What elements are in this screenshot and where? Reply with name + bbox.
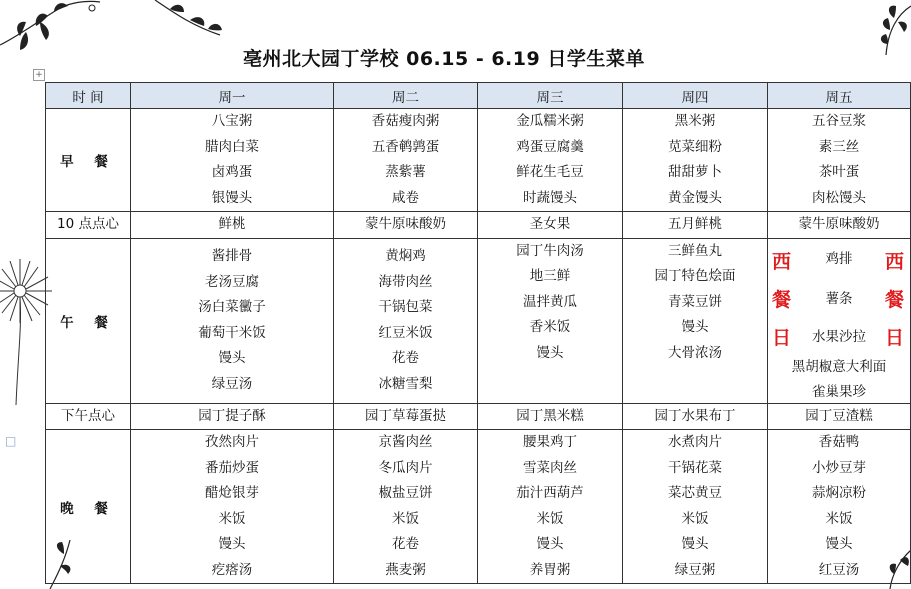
dish: 地三鲜 xyxy=(529,268,571,284)
lunch-tuesday xyxy=(334,238,478,403)
dish: 蒜焖凉粉 xyxy=(812,485,866,501)
snack10-row xyxy=(46,212,911,239)
dish: 米饭 xyxy=(392,510,419,527)
dinner-monday xyxy=(131,430,334,584)
snack10-monday: 鲜桃 xyxy=(131,212,334,239)
breakfast-monday xyxy=(131,109,334,212)
snackpm-thursday: 园丁水果布丁 xyxy=(623,403,768,430)
dish: 银馒头 xyxy=(211,189,253,206)
dish: 园丁牛肉汤 xyxy=(516,242,584,259)
breakfast-thursday xyxy=(623,109,768,212)
dish: 花卷 xyxy=(392,536,419,552)
dish: 番茄炒蛋 xyxy=(205,459,259,476)
lunch-monday xyxy=(131,238,334,403)
dish: 葡萄干米饭 xyxy=(198,324,266,341)
dish: 甜甜萝卜 xyxy=(668,164,722,180)
western-char: 餐 xyxy=(772,288,792,311)
dish: 老汤豆腐 xyxy=(205,273,259,290)
snackpm-row xyxy=(46,403,911,430)
header-friday: 周五 xyxy=(768,83,911,109)
dish: 干锅花菜 xyxy=(668,459,722,476)
vine-decoration-top-center xyxy=(150,0,240,50)
dish: 蒸紫薯 xyxy=(385,164,426,180)
western-day-panel xyxy=(768,239,910,403)
header-wednesday: 周三 xyxy=(478,83,623,109)
page-title: 亳州北大园丁学校 06.15 - 6.19 日学生菜单 xyxy=(243,48,645,70)
dish: 鲜花生毛豆 xyxy=(516,164,584,180)
header-time: 时 间 xyxy=(46,83,131,109)
dish: 黑胡椒意大利面 xyxy=(791,358,887,375)
dish: 干锅包菜 xyxy=(378,299,433,315)
dinner-thursday xyxy=(623,430,768,584)
snack10-tuesday: 蒙牛原味酸奶 xyxy=(334,212,478,239)
breakfast-label: 早 餐 xyxy=(46,109,131,212)
dish: 小炒豆芽 xyxy=(812,459,866,476)
dish: 卤鸡蛋 xyxy=(211,164,253,180)
dish: 肉松馒头 xyxy=(812,189,866,206)
dish: 香菇瘦肉粥 xyxy=(371,113,440,129)
dish: 米饭 xyxy=(536,510,564,527)
dish: 红豆米饭 xyxy=(378,324,433,341)
dish: 米饭 xyxy=(825,510,853,527)
dish: 醋炝银芽 xyxy=(205,485,259,501)
lunch-label: 午 餐 xyxy=(46,238,131,403)
vine-decoration-top-right xyxy=(858,0,911,62)
lunch-wednesday xyxy=(478,238,623,403)
dish: 咸卷 xyxy=(392,189,419,206)
western-char: 日 xyxy=(884,326,904,349)
snackpm-label: 下午点心 xyxy=(46,403,131,430)
snack10-friday: 蒙牛原味酸奶 xyxy=(768,212,911,239)
dish: 米饭 xyxy=(218,510,246,527)
dish: 汤白菜黴子 xyxy=(198,299,266,315)
header-tuesday: 周二 xyxy=(334,83,478,109)
dish: 鸡蛋豆腐羹 xyxy=(516,138,584,155)
dish: 燕麦粥 xyxy=(385,561,426,578)
breakfast-friday xyxy=(768,109,911,212)
snack10-thursday: 五月鲜桃 xyxy=(623,212,768,239)
dish: 五谷豆浆 xyxy=(812,113,866,129)
dish: 冬瓜肉片 xyxy=(378,459,433,476)
dish: 苋菜细粉 xyxy=(668,138,722,155)
dish: 园丁特色烩面 xyxy=(654,268,736,284)
dish: 香米饭 xyxy=(529,319,571,335)
dish: 腰果鸡丁 xyxy=(523,434,577,450)
dish: 冰糖雪梨 xyxy=(378,375,433,392)
dish: 素三丝 xyxy=(818,138,860,155)
dish: 五香鹌鹑蛋 xyxy=(371,138,440,155)
header-thursday: 周四 xyxy=(623,83,768,109)
dish: 绿豆汤 xyxy=(211,375,253,392)
western-char: 餐 xyxy=(884,288,904,311)
menu-table xyxy=(45,82,911,584)
snackpm-monday: 园丁提子酥 xyxy=(131,403,334,430)
dish: 绿豆粥 xyxy=(674,561,716,578)
dinner-tuesday xyxy=(334,430,478,584)
snack10-wednesday: 圣女果 xyxy=(478,212,623,239)
dish: 海带肉丝 xyxy=(378,273,433,290)
dish: 黄金馒头 xyxy=(668,189,722,206)
dish: 米饭 xyxy=(681,510,709,527)
western-char: 西 xyxy=(772,250,792,273)
dish: 疙瘩汤 xyxy=(211,561,253,578)
breakfast-wednesday xyxy=(478,109,623,212)
dish: 茄汁西葫芦 xyxy=(516,485,584,501)
snackpm-wednesday: 园丁黑米糕 xyxy=(478,403,623,430)
dish: 馒头 xyxy=(681,319,709,335)
dish: 馒头 xyxy=(218,536,246,552)
dish: 馒头 xyxy=(536,344,564,361)
vine-decoration-top-left xyxy=(0,0,110,60)
dish: 馒头 xyxy=(218,350,246,366)
dish: 薯条 xyxy=(825,290,853,307)
dish: 雪菜肉丝 xyxy=(523,459,577,476)
snackpm-tuesday: 园丁草莓蛋挞 xyxy=(334,403,478,430)
dish: 金瓜糯米粥 xyxy=(516,113,584,129)
dish: 黄焖鸡 xyxy=(385,248,426,264)
lunch-thursday xyxy=(623,238,768,403)
dinner-row xyxy=(46,430,911,584)
dish: 三鲜鱼丸 xyxy=(668,242,722,259)
dish: 鸡排 xyxy=(825,250,853,267)
breakfast-row xyxy=(46,109,911,212)
dish: 水果沙拉 xyxy=(812,328,866,345)
dish: 京酱肉丝 xyxy=(378,434,433,450)
dish: 馒头 xyxy=(681,536,709,552)
western-char: 西 xyxy=(884,250,904,273)
header-row xyxy=(46,83,911,109)
dish: 孜然肉片 xyxy=(205,434,259,450)
dish: 茶叶蛋 xyxy=(818,164,860,180)
dish: 馒头 xyxy=(536,536,564,552)
document-icon[interactable]: □ xyxy=(5,434,17,448)
dish: 酱排骨 xyxy=(211,248,253,264)
dish: 雀巢果珍 xyxy=(812,383,866,400)
western-char: 日 xyxy=(772,326,792,349)
dish: 水煮肉片 xyxy=(668,434,722,450)
dish: 红豆汤 xyxy=(818,561,860,578)
dish: 黑米粥 xyxy=(674,113,716,129)
dish: 腊肉白菜 xyxy=(205,138,259,155)
dish: 温拌黄瓜 xyxy=(523,293,577,310)
dish: 养胃粥 xyxy=(529,561,571,578)
dish: 香菇鸭 xyxy=(818,434,860,450)
dish: 八宝粥 xyxy=(211,113,253,129)
snackpm-friday: 园丁豆渣糕 xyxy=(768,403,911,430)
snack10-label: 10 点点心 xyxy=(46,212,131,239)
dish: 青菜豆饼 xyxy=(668,293,722,310)
dish: 大骨浓汤 xyxy=(668,344,722,361)
dinner-label: 晚 餐 xyxy=(46,430,131,584)
dish: 馒头 xyxy=(825,536,853,552)
table-move-handle-icon[interactable]: + xyxy=(33,69,45,81)
dinner-wednesday xyxy=(478,430,623,584)
dish: 时蔬馒头 xyxy=(523,189,577,206)
breakfast-tuesday xyxy=(334,109,478,212)
dinner-friday xyxy=(768,430,911,584)
lunch-friday xyxy=(768,238,911,403)
lunch-row xyxy=(46,238,911,403)
dish: 菜芯黄豆 xyxy=(668,485,722,501)
dish: 花卷 xyxy=(392,350,419,366)
dish: 椒盐豆饼 xyxy=(378,485,433,501)
header-monday: 周一 xyxy=(131,83,334,109)
